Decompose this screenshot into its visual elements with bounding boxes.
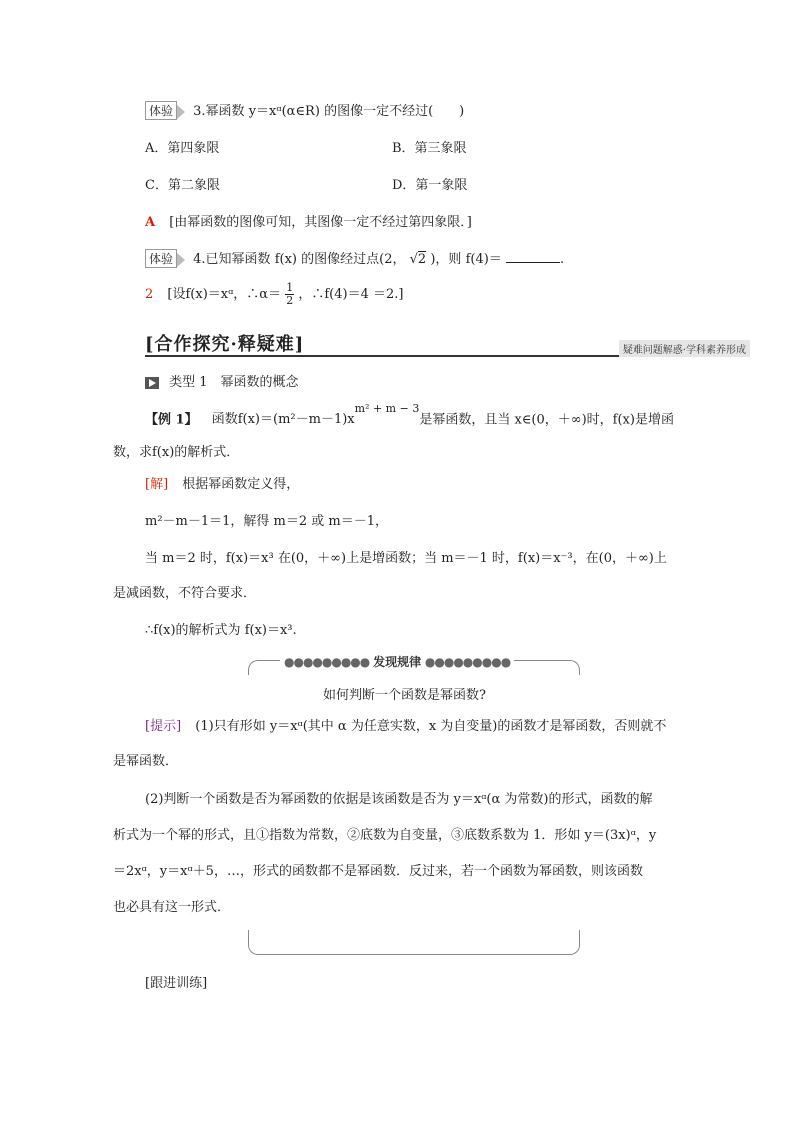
solution-text-5: ∴f(x)的解析式为 f(x)＝x³. [145,623,297,638]
ex4-period: . [559,252,565,267]
ex3-option-c: C．第二象限 [145,178,220,193]
ex4-prefix: 4.已知幂函数 [193,252,271,267]
solution-label: [解] [145,477,169,492]
follow-up-label: [跟进训练] [145,976,208,991]
solution-text-4: 是减函数，不符合要求． [113,586,257,601]
solution-text-1: 根据幂函数定义得， [182,477,300,492]
ex3-solution: [由幂函数的图像可知，其图像一定不经过第四象限．] [169,215,472,230]
ex3-solution-line [145,211,472,230]
rule-box-label: 发现规律 [373,655,422,669]
solution-line-1 [145,473,299,492]
fraction-numerator: 1 [286,281,294,294]
type-heading [145,371,299,390]
ex4-answer: 2 [145,287,154,302]
ex4-f4: f(4)＝ [465,252,502,267]
ex3-answer: A [145,215,156,230]
exercise-4-line [145,248,564,268]
example-stmt-b: 是幂函数，且当 x∈(0，＋∞)时，f(x)是增函 [419,412,674,428]
fraction-one-half [285,282,294,307]
rule-p2-a: (2)判断一个函数是否为幂函数的依据是该函数是否为 y＝xᵅ(α 为常数)的形式，函数的解 [145,792,653,807]
rule-box-bottom [248,930,580,955]
ex4-middle: 的图像经过点(2， [301,252,406,267]
rule-p2-b: 析式为一个幂的形式，且①指数为常数，②底数为自变量，③底数系数为 1．形如 y＝(3x)ᵅ，y [113,828,657,843]
solution-text-2: m²－m－1＝1，解得 m＝2 或 m＝－1， [145,514,389,529]
ex3-prefix: 3.幂函数 [193,104,245,119]
answer-blank [506,250,560,263]
dots-left: ●●●●●●●●● [284,655,370,669]
ex3-option-b: B．第三象限 [392,141,467,156]
dots-right: ●●●●●●●●● [424,655,511,669]
rule-p2-d: 也必具有这一形式． [113,900,231,915]
ex4-tail: )，则 [430,252,462,267]
section-title: [合作探究·释疑难] [145,334,305,355]
rule-p1-line-1 [145,715,666,734]
rule-p1-a: (1)只有形如 y＝xᵅ(其中 α 为任意实数，x 为自变量)的函数才是幂函数，否则就不 [195,719,667,734]
sqrt-symbol: √ [409,252,418,267]
exercise-3-line [145,100,464,120]
example-stmt-c: 数，求f(x)的解析式． [113,445,240,460]
example-stmt-a: 函数f(x)＝(m²－m－1)x [211,412,355,428]
sqrt-inner: 2 [417,252,427,267]
type-label: 类型 1 幂函数的概念 [169,375,299,390]
ex3-option-d: D．第一象限 [392,178,468,193]
ex4-solution-line [145,282,403,307]
example-exponent: m² + m − 3 [354,402,420,415]
rule-box-label-wrap [280,653,514,670]
ex3-option-a: A．第四象限 [145,141,220,156]
solution-text-3: 当 m＝2 时，f(x)＝x³ 在(0，＋∞)上是增函数；当 m＝－1 时，f(x)＝x⁻³，在(0，＋∞)上 [145,551,667,566]
experience-tag: 体验 [145,101,177,120]
rule-p2-c: ＝2xᵅ，y＝xᵅ＋5，…，形式的函数都不是幂函数．反过来，若一个函数为幂函数，则该函数 [113,864,643,879]
ex4-sol-a: [设f(x)＝xᵅ，∴α＝ [167,287,282,302]
ex3-suffix: 的图像一定不经过( ) [324,104,465,119]
rule-question: 如何判断一个函数是幂函数? [323,688,486,703]
experience-tag: 体验 [145,249,177,268]
ex4-sol-b: ，∴f(4)＝4 ＝2.] [298,287,404,302]
hint-label: [提示] [145,719,182,734]
rule-p1-b: 是幂函数． [113,754,179,769]
ex4-fx: f(x) [274,252,297,267]
play-triangle-icon [145,377,159,389]
section-subtitle: 疑难问题解惑·学科素养形成 [619,340,750,357]
fraction-denominator: 2 [286,294,294,307]
example-label: 【例 1】 [145,412,198,428]
ex3-formula: y＝xᵅ(α∈R) [248,104,320,119]
example-1-line-1 [145,402,674,428]
